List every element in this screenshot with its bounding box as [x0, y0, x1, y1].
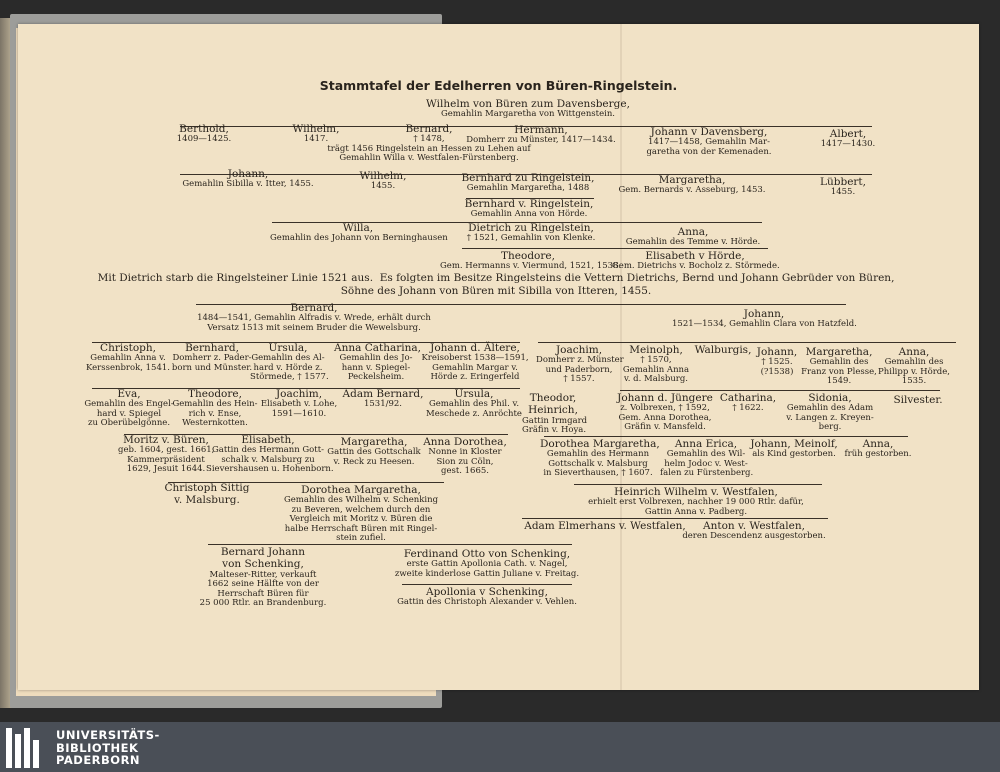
person-name: Lübbert, — [820, 176, 866, 188]
person-detail: 1455. — [370, 181, 396, 192]
person-detail: Gem. Hermanns v. Viermund, 1521, 1538. — [440, 261, 622, 272]
person-detail: Domherr z. Münster und Paderborn, † 1557. — [536, 355, 624, 385]
logo-line-2: BIBLIOTHEK — [56, 740, 139, 755]
person-gen5-willa — [270, 222, 446, 244]
person-detail: Nonne in Kloster Sion zu Cöln, gest. 1665. — [428, 447, 502, 477]
person-gen4-bernhard — [454, 198, 604, 220]
connector-meinolph-children — [620, 390, 940, 391]
logo-line-3: PADERBORN — [56, 753, 141, 767]
person-name: Joachim, — [555, 344, 603, 356]
person-detail: Gemahlin Margaretha von Wittgenstein. — [440, 109, 615, 120]
person-name: Elisabeth, — [241, 434, 295, 446]
person-name: Ursula, — [268, 342, 308, 354]
person-gen6-elisabeth — [612, 250, 778, 272]
person-detail: Gem. Dietrichs v. Bocholz z. Störmede. — [612, 261, 780, 272]
person-gen3-luebbert — [808, 176, 878, 198]
logo-line-1: UNIVERSITÄTS- — [56, 728, 160, 742]
person-johann-1521 — [672, 308, 856, 330]
document-title: Stammtafel der Edelherren von Büren-Ringelstein. — [319, 78, 678, 93]
person-detail: Gemahlin Anna v. Kerssenbrok, 1541. — [86, 353, 170, 373]
person-name: Theodor, Heinrich, — [528, 392, 578, 417]
person-walburgis — [690, 344, 756, 356]
person-name: Margaretha, — [805, 346, 873, 358]
person-detail: Gemahlin des Wilhelm v. Schenking zu Beveren, welchem durch den Vergleich mit Moritz v. Büren die halbe Herrschaft Büren mit Ringel- stein zufiel. — [283, 495, 439, 544]
person-detail: Gemahlin des Al- hard v. Hörde z. Störmede, † 1577. — [250, 353, 329, 383]
person-detail: Gemahlin des Engel- hard v. Spiegel zu Oberübelgönne. — [84, 399, 174, 429]
person-ferdinand-otto-schenking — [386, 548, 588, 579]
person-name: Johann, — [227, 168, 269, 180]
person-theodor-heinrich — [522, 392, 588, 436]
person-name: Theodore, — [501, 250, 555, 262]
person-detail: Gemahlin Anna von Hörde. — [470, 209, 588, 220]
person-detail: † 1521, Gemahlin von Klenke. — [466, 233, 596, 244]
person-detail: 1521—1534, Gemahlin Clara von Hatzfeld. — [672, 319, 857, 330]
person-bernhard-domherr — [170, 342, 254, 373]
person-name: Heinrich Wilhelm v. Westfalen, — [614, 486, 778, 498]
person-name: Wilhelm, — [359, 170, 407, 182]
person-name: Christoph Sittig v. Malsburg. — [164, 482, 250, 507]
person-detail: Gemahlin des Temme v. Hörde. — [625, 237, 761, 248]
person-name: Wilhelm von Büren zum Davensberge, — [426, 98, 630, 110]
connector-johann-children — [538, 342, 956, 343]
person-name: Johann d. Jüngere — [617, 392, 713, 404]
person-name: Anton v. Westfalen, — [703, 520, 805, 532]
person-meinolph — [620, 344, 692, 385]
university-library-bars-icon — [6, 728, 48, 768]
person-name: Anna Dorothea, — [423, 436, 507, 448]
person-name: Anna Catharina, — [334, 342, 421, 354]
person-name: Willa, — [342, 222, 374, 234]
person-detail: Gemahlin des Hein- rich v. Ense, Westernkotten. — [172, 399, 258, 429]
person-name: Margaretha, — [340, 436, 408, 448]
person-detail: † 1525. (?1538) — [760, 357, 794, 377]
person-detail: z. Volbrexen, † 1592, Gem. Anna Dorothea, Gräfin v. Mansfeld. — [618, 403, 712, 433]
person-johann-1525 — [752, 346, 802, 377]
person-johann-juengere — [616, 392, 714, 433]
person-name: Johann d. Ältere, — [430, 342, 520, 354]
connector-gen6 — [462, 248, 768, 249]
person-detail: Gemahlin des Jo- hann v. Spiegel- Peckelsheim. — [339, 353, 413, 383]
person-name: Johann, — [756, 346, 798, 358]
person-detail: † 1570, Gemahlin Anna v. d. Malsburg. — [622, 355, 690, 385]
person-name: Bernhard, — [185, 342, 239, 354]
person-anna-catharina — [334, 342, 421, 383]
person-name: Berthold, — [179, 123, 229, 135]
person-detail: Gem. Bernards v. Asseburg, 1453. — [618, 185, 766, 196]
person-name: Bernard, — [290, 302, 338, 314]
person-name: Christoph, — [100, 342, 156, 354]
succession-note: Mit Dietrich starb die Ringelsteiner Linie 1521 aus. Es folgten im Besitze Ringelsteins die Vettern Dietrichs, Bernd und Johann Gebrüder von Büren, Söhne des Johann von Büren mit Sibilla von Itteren, 1455. — [97, 272, 895, 297]
person-name: Adam Elmerhans v. Westfalen, — [524, 520, 686, 532]
person-gen5-dietrich — [450, 222, 612, 244]
person-anna-dorothea — [416, 436, 514, 477]
person-detail: erste Gattin Apollonia Cath. v. Nagel, zweite kinderlose Gattin Juliane v. Freitag. — [394, 559, 580, 579]
person-dorothea-margaretha-schenking — [276, 484, 446, 543]
person-detail: Gemahlin Sibilla v. Itter, 1455. — [182, 179, 314, 190]
person-sidonia — [782, 392, 878, 433]
person-bernard-1484 — [190, 302, 438, 333]
person-name: Dorothea Margaretha, — [540, 438, 660, 450]
person-detail: 1417—1430. — [820, 139, 876, 150]
person-detail: 1417. — [303, 134, 329, 145]
connector-westfalen — [574, 484, 822, 485]
person-eva — [84, 388, 174, 429]
person-gen2-albert — [812, 128, 884, 150]
person-detail: 1409—1425. — [176, 134, 232, 145]
person-detail: Domherr z. Pader- born und Münster. — [171, 353, 253, 373]
person-detail: Gattin des Gottschalk v. Reck zu Heesen. — [327, 447, 421, 467]
person-name: Anna, — [898, 346, 930, 358]
person-name: Ursula, — [454, 388, 494, 400]
person-name: Dietrich zu Ringelstein, — [468, 222, 594, 234]
person-detail: 1455. — [830, 187, 856, 198]
person-detail: Gemahlin des Philipp v. Hörde, 1535. — [878, 357, 950, 387]
person-name: Walburgis, — [694, 344, 752, 356]
person-name: Johann v Davensberg, — [650, 126, 768, 138]
library-footer-bar — [0, 722, 1000, 772]
person-detail: erhielt erst Volbrexen, nachher 19 000 Rtlr. dafür, Gattin Anna v. Padberg. — [588, 497, 804, 517]
person-detail: als Kind gestorben. — [752, 449, 836, 460]
person-name: Bernhard v. Ringelstein, — [464, 198, 594, 210]
person-anna-hoerde — [872, 346, 956, 387]
connector-apollonia — [402, 584, 572, 585]
person-gen3-johann — [178, 168, 318, 190]
person-name: Silvester. — [893, 394, 943, 406]
person-detail: 1417—1458, Gemahlin Mar- garetha von der Kemenaden. — [646, 137, 772, 157]
person-name: Moritz v. Büren, — [123, 434, 209, 446]
person-gen5-anna — [620, 226, 766, 248]
person-detail: deren Descendenz ausgestorben. — [682, 531, 826, 542]
connector-johann-j-children — [544, 436, 908, 437]
person-detail: 1484—1541, Gemahlin Alfradis v. Wrede, erhält durch Versatz 1513 mit seinem Bruder die Wewelsburg. — [197, 313, 431, 333]
person-name: Anna, — [862, 438, 894, 450]
person-detail: Gemahlin des Phil. v. Meschede z. Anröchte — [426, 399, 522, 419]
person-ursula-1 — [250, 342, 329, 383]
person-detail: früh gestorben. — [844, 449, 912, 460]
person-detail: † 1478, trägt 1456 Ringelstein an Hessen zu Lehen auf Gemahlin Willa v. Westfalen-Fürstenberg. — [327, 134, 531, 164]
person-christoph — [86, 342, 170, 373]
person-detail: 1531/92. — [363, 399, 402, 410]
person-johann-aeltere — [420, 342, 530, 383]
person-catharina — [716, 392, 780, 414]
person-johann-meinolf — [746, 438, 842, 460]
person-name: Elisabeth v Hörde, — [645, 250, 745, 262]
person-name: Meinolph, — [629, 344, 683, 356]
person-name: Johann, — [743, 308, 785, 320]
person-gen3-bernhard-ringelstein — [452, 172, 604, 194]
person-theodore-ense — [172, 388, 258, 429]
person-adam-bernard — [340, 388, 426, 410]
person-silvester — [886, 394, 950, 406]
person-adam-elmerhans — [520, 520, 690, 532]
person-name: Albert, — [829, 128, 867, 140]
person-name: Dorothea Margaretha, — [301, 484, 421, 496]
person-detail: Gemahlin des Adam v. Langen z. Kreyen- berg. — [786, 403, 874, 433]
person-name: Theodore, — [188, 388, 242, 400]
person-detail: Gemahlin des Hermann Gottschalk v. Malsburg in Sieverthausen, † 1607. — [543, 449, 653, 479]
person-anton-westfalen — [676, 520, 832, 542]
person-name: Hermann, — [514, 124, 568, 136]
person-name: Adam Bernard, — [342, 388, 424, 400]
person-name: Anna, — [677, 226, 709, 238]
person-gen6-theodore — [440, 250, 622, 272]
person-detail: geb. 1604, gest. 1661, Kammerpräsident 1629, Jesuit 1644. — [118, 445, 215, 475]
person-detail: Gemahlin des Wil- helm Jodoc v. West- falen zu Fürstenberg. — [660, 449, 754, 479]
person-name: Ferdinand Otto von Schenking, — [403, 548, 571, 560]
person-name: Apollonia v Schenking, — [425, 586, 548, 598]
person-name: Bernard Johann von Schenking, — [220, 546, 306, 571]
person-detail: Malteser-Ritter, verkauft 1662 seine Hälfte von der Herrschaft Büren für 25 000 Rtlr. an Brandenburg. — [199, 569, 327, 609]
person-gen2-hermann — [466, 124, 616, 146]
person-name: Bernhard zu Ringelstein, — [461, 172, 595, 184]
person-moritz — [118, 434, 214, 475]
person-christoph-sittig — [160, 482, 254, 507]
person-gen2-johann-davensberg — [640, 126, 778, 157]
person-detail: Gemahlin des Johann von Berninghausen — [270, 233, 448, 244]
person-ursula-2 — [424, 388, 524, 419]
person-name: Wilhelm, — [292, 123, 340, 135]
person-joachim-domherr — [536, 344, 622, 385]
person-name: Bernard, — [405, 123, 453, 135]
person-name: Joachim, — [275, 388, 323, 400]
person-apollonia-schenking — [394, 586, 580, 608]
person-dorothea-margaretha-malsburg — [540, 438, 660, 479]
person-name: Johann, Meinolf, — [750, 438, 838, 450]
person-name: Anna Erica, — [674, 438, 738, 450]
person-detail: Gattin Irmgard Gräfin v. Hoya. — [522, 415, 588, 436]
person-root — [418, 98, 638, 120]
person-name: Sidonia, — [808, 392, 852, 404]
person-detail: Gattin des Christoph Alexander v. Vehlen. — [397, 597, 577, 608]
person-gen3-margaretha — [612, 174, 772, 196]
person-detail: Domherr zu Münster, 1417—1434. — [466, 135, 616, 146]
person-elisabeth-malsburg — [206, 434, 334, 475]
person-name: Eva, — [117, 388, 141, 400]
person-gen3-wilhelm — [348, 170, 418, 192]
person-detail: Elisabeth v. Lohe, 1591—1610. — [260, 399, 338, 419]
person-name: Margaretha, — [658, 174, 726, 186]
person-heinrich-wilhelm-westfalen — [576, 486, 816, 517]
person-detail: Gemahlin Margaretha, 1488 — [466, 183, 590, 194]
person-margaretha-plesse — [800, 346, 878, 387]
person-anna-frueh — [836, 438, 920, 460]
person-anna-erica — [660, 438, 752, 479]
person-gen2-berthold — [168, 123, 240, 145]
person-name: Catharina, — [719, 392, 777, 404]
person-detail: Gemahlin des Franz von Plesse, 1549. — [801, 357, 877, 387]
person-joachim-lohe — [256, 388, 342, 419]
person-detail: † 1622. — [732, 403, 764, 414]
library-logo-text — [56, 729, 160, 767]
connector-schenking-children — [208, 544, 572, 545]
connector-westfalen-children — [522, 518, 828, 519]
person-detail: Gattin des Hermann Gott- schalk v. Malsburg zu Sievershausen u. Hohenborn. — [206, 445, 334, 475]
person-detail: Kreisoberst 1538—1591, Gemahlin Margar v. Hörde z. Eringerfeld — [421, 353, 529, 383]
person-bernard-johann-schenking — [198, 546, 328, 608]
person-margaretha-reck — [322, 436, 426, 467]
